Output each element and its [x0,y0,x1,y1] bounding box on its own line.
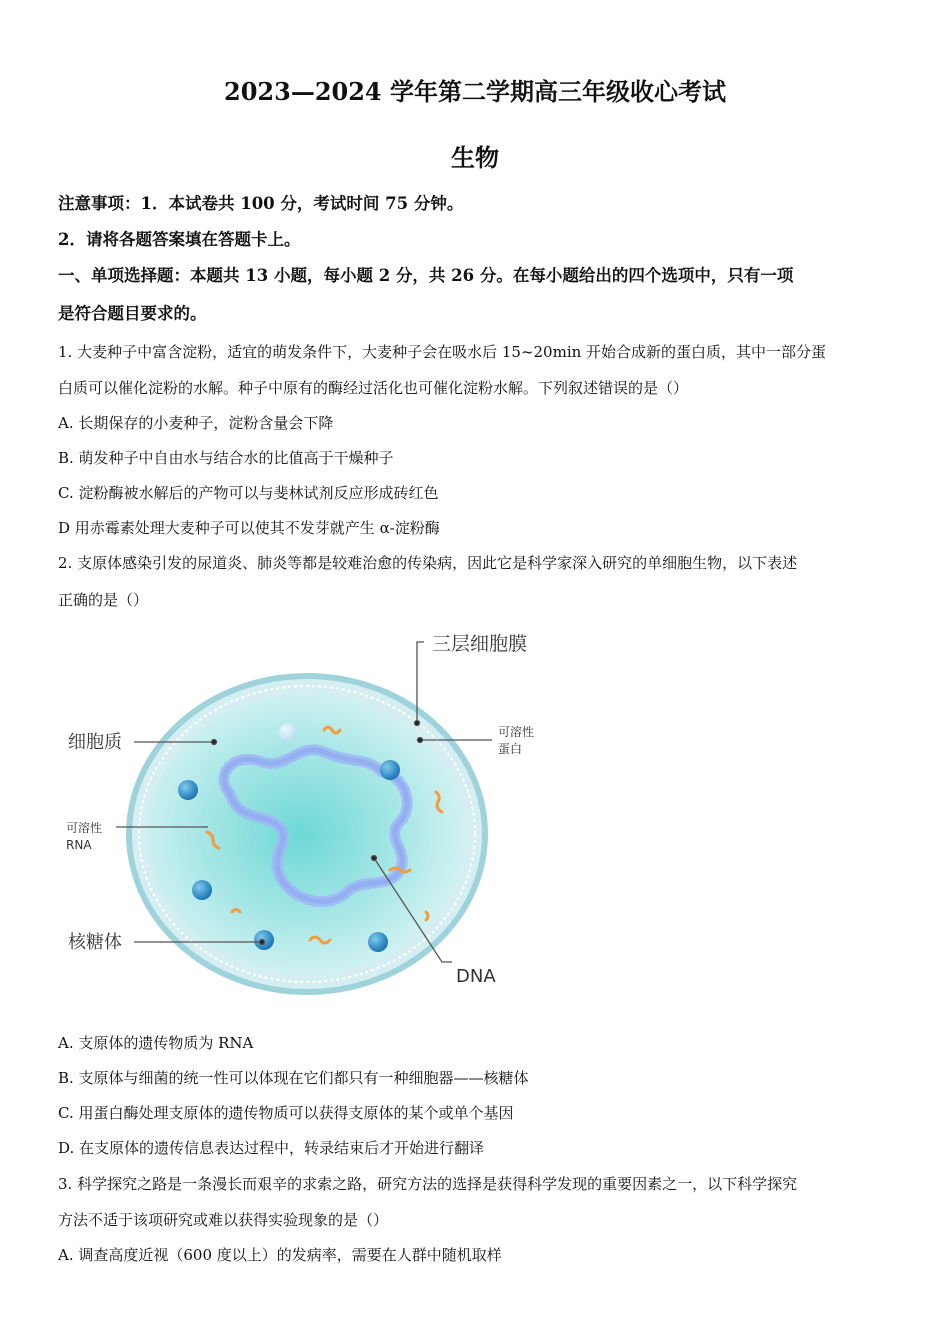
q1-option-d: D 用赤霉素处理大麦种子可以使其不发芽就产生 α-淀粉酶 [58,519,440,537]
mycoplasma-diagram [62,622,552,1004]
label-cytoplasm: 细胞质 [68,732,122,753]
q1-option-a: A. 长期保存的小麦种子，淀粉含量会下降 [58,414,334,432]
cytoplasm-area [147,694,467,974]
subject-title: 生物 [451,143,499,172]
notes-line-1: 注意事项：1．本试卷共 100 分，考试时间 75 分钟。 [58,194,464,213]
label-soluble-rna-1: 可溶性 [66,821,103,835]
exam-title: 2023—2024 学年第二学期高三年级收心考试 [224,77,726,106]
label-soluble-rna-2: RNA [66,838,92,852]
ribosome-particle [380,760,400,780]
q2-option-c: C. 用蛋白酶处理支原体的遗传物质可以获得支原体的某个或单个基因 [58,1104,514,1122]
q3-option-a: A. 调查高度近视（600 度以上）的发病率，需要在人群中随机取样 [58,1246,502,1264]
q1-option-c: C. 淀粉酶被水解后的产物可以与斐林试剂反应形成砖红色 [58,484,439,502]
q3-stem-line-2: 方法不适于该项研究或难以获得实验现象的是（） [58,1211,389,1229]
ribosome-particle [279,723,297,741]
q2-option-a: A. 支原体的遗传物质为 RNA [58,1034,254,1052]
section-heading-line-2: 是符合题目要求的。 [58,304,207,323]
q1-stem-line-1: 1. 大麦种子中富含淀粉，适宜的萌发条件下，大麦种子会在吸水后 15~20min 开始合成新的蛋白质，其中一部分蛋 [58,343,827,361]
label-membrane: 三层细胞膜 [432,633,528,655]
ribosome-particle [368,932,388,952]
label-soluble-protein-1: 可溶性 [498,725,535,739]
q3-stem-line-1: 3. 科学探究之路是一条漫长而艰辛的求索之路，研究方法的选择是获得科学发现的重要因素之一，以下科学探究 [58,1175,798,1193]
label-soluble-protein-2: 蛋白 [498,742,523,756]
label-ribosome: 核糖体 [68,932,122,953]
label-dna: DNA [456,966,496,987]
ribosome-particle [178,780,198,800]
q1-option-b: B. 萌发种子中自由水与结合水的比值高于干燥种子 [58,449,394,467]
q2-stem-line-1: 2. 支原体感染引发的尿道炎、肺炎等都是较难治愈的传染病，因此它是科学家深入研究的单细胞生物，以下表述 [58,554,798,572]
ribosome-particle [192,880,212,900]
q2-option-b: B. 支原体与细菌的统一性可以体现在它们都只有一种细胞器——核糖体 [58,1069,529,1087]
q2-stem-line-2: 正确的是（） [58,591,149,609]
q1-stem-line-2: 白质可以催化淀粉的水解。种子中原有的酶经过活化也可催化淀粉水解。下列叙述错误的是（） [58,379,689,397]
section-heading-line-1: 一、单项选择题：本题共 13 小题，每小题 2 分，共 26 分。在每小题给出的四个选项中，只有一项 [58,266,794,285]
q2-option-d: D. 在支原体的遗传信息表达过程中，转录结束后才开始进行翻译 [58,1139,485,1157]
notes-line-2: 2．请将各题答案填在答题卡上。 [58,230,301,249]
